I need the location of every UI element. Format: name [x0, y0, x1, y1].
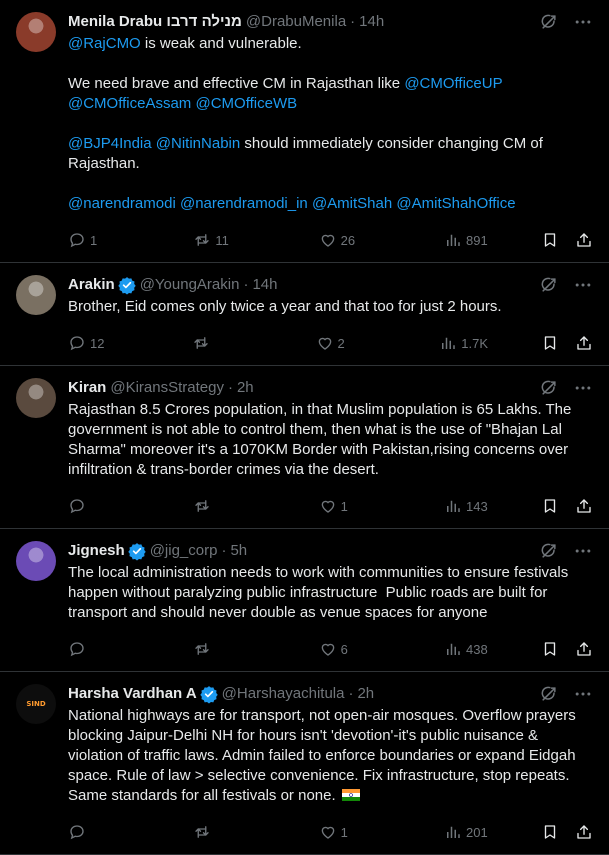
bookmark-button[interactable] [541, 231, 559, 249]
more-icon[interactable] [573, 378, 593, 398]
likes-count: 1 [340, 498, 348, 514]
share-button[interactable] [575, 231, 593, 249]
display-name[interactable]: Harsha Vardhan A [68, 685, 197, 702]
verified-badge-icon [128, 542, 146, 560]
engagement-actions [68, 497, 488, 515]
avatar-label: SIND [26, 700, 46, 708]
like-button[interactable] [316, 334, 360, 352]
views-button[interactable] [444, 497, 488, 515]
tweet-text [68, 34, 593, 214]
repost-button[interactable] [193, 231, 237, 249]
views-count: 891 [465, 232, 488, 248]
engagement-actions [68, 640, 488, 658]
tweet-header-actions [539, 684, 593, 704]
views-count: 438 [465, 641, 488, 657]
avatar-column [16, 12, 56, 262]
grok-icon[interactable] [539, 378, 559, 398]
repost-button[interactable] [193, 823, 237, 841]
tweet-header [68, 275, 593, 295]
tweet-text [68, 706, 593, 806]
text-segment: We need brave and effective CM in Rajasthan like [68, 75, 405, 92]
tweet-header [68, 378, 593, 398]
user-handle[interactable]: @KiransStrategy [110, 379, 224, 396]
views-icon [439, 334, 457, 352]
secondary-actions [541, 640, 593, 658]
views-button[interactable] [439, 334, 488, 352]
avatar-column [16, 275, 56, 365]
separator-dot: · [350, 13, 356, 30]
mention-link[interactable]: @narendramodi_in [179, 195, 308, 212]
secondary-actions [541, 334, 593, 352]
mention-link[interactable]: @narendramodi [68, 195, 176, 212]
avatar-column [16, 541, 56, 671]
text-segment: is weak and vulnerable. [140, 35, 302, 52]
tweet-body [68, 541, 593, 671]
more-icon[interactable] [573, 275, 593, 295]
likes-count: 26 [340, 232, 356, 248]
text-segment: Rajasthan 8.5 Crores population, in that Muslim population is 65 Lakhs. The government is not able to control them, then what is the use of "Bhajan Lal Sharma" moreover it's a 1070KM Border with Pakistan,rising concerns over infiltration & trans-border crimes via the desert. [68, 401, 576, 478]
reply-icon [68, 231, 86, 249]
india-flag-icon [342, 787, 360, 799]
views-count: 1.7K [461, 335, 488, 351]
tweet-actions [68, 490, 593, 522]
likes-count: 6 [340, 641, 348, 657]
views-button[interactable] [444, 231, 488, 249]
more-icon[interactable] [573, 12, 593, 32]
tweet-text [68, 400, 593, 480]
reply-button[interactable] [68, 823, 112, 841]
grok-icon[interactable] [539, 684, 559, 704]
more-icon[interactable] [573, 684, 593, 704]
views-count: 143 [465, 498, 488, 514]
avatar[interactable] [16, 275, 56, 315]
display-name[interactable]: Arakin [68, 276, 115, 293]
secondary-actions [541, 497, 593, 515]
tweet[interactable] [0, 263, 609, 366]
secondary-actions [541, 231, 593, 249]
tweet-header-actions [539, 378, 593, 398]
views-icon [444, 640, 462, 658]
mention-link[interactable]: @CMOfficeAssam [68, 95, 192, 112]
tweet-actions [68, 224, 593, 256]
like-icon [316, 334, 334, 352]
mention-link[interactable]: @BJP4India [68, 135, 152, 152]
engagement-actions [68, 231, 488, 249]
display-name[interactable]: Kiran [68, 379, 107, 396]
separator-dot: · [221, 542, 227, 559]
repost-icon [192, 334, 210, 352]
repost-button[interactable] [192, 334, 236, 352]
repost-button[interactable] [193, 640, 237, 658]
mention-link[interactable]: @AmitShah [311, 195, 393, 212]
views-count: 201 [465, 824, 488, 840]
share-button[interactable] [575, 823, 593, 841]
display-name[interactable]: Jignesh [68, 542, 125, 559]
likes-count: 2 [337, 335, 345, 351]
timestamp[interactable]: 14h [359, 13, 385, 30]
bookmark-button[interactable] [541, 497, 559, 515]
reply-button[interactable] [68, 334, 112, 352]
mention-link[interactable]: @NitinNabin [155, 135, 241, 152]
repost-icon [193, 640, 211, 658]
tweet-text [68, 563, 593, 623]
like-button[interactable] [319, 640, 363, 658]
reposts-count: 11 [215, 232, 229, 248]
tweet-actions [68, 633, 593, 665]
like-button[interactable] [319, 231, 363, 249]
timestamp[interactable]: 14h [252, 276, 278, 293]
reply-button[interactable] [68, 497, 112, 515]
avatar-column [16, 684, 56, 854]
tweet-header [68, 541, 593, 561]
more-icon[interactable] [573, 541, 593, 561]
user-handle[interactable]: @jig_corp [149, 542, 218, 559]
separator-dot: · [227, 379, 233, 396]
like-icon [319, 640, 337, 658]
replies-count: 1 [90, 232, 98, 248]
tweet[interactable] [0, 0, 609, 263]
tweet[interactable] [0, 366, 609, 529]
text-segment: The local administration needs to work with communities to ensure festivals happen without paralyzing public infrastructure Public roads are built for transport and should never double as venue spaces for anyone [68, 564, 573, 621]
mention-link[interactable]: @AmitShahOffice [396, 195, 516, 212]
avatar[interactable] [16, 541, 56, 581]
avatar[interactable] [16, 378, 56, 418]
separator-dot: · [348, 685, 354, 702]
like-icon [319, 823, 337, 841]
display-name[interactable]: Menila Drabu מנילה דרבו [68, 13, 242, 30]
mention-link[interactable]: @RajCMO [68, 35, 141, 52]
bookmark-button[interactable] [541, 823, 559, 841]
share-button[interactable] [575, 334, 593, 352]
timestamp[interactable]: 2h [236, 379, 254, 396]
share-button[interactable] [575, 640, 593, 658]
text-segment: Brother, Eid comes only twice a year and that too for just 2 hours. [68, 298, 502, 315]
secondary-actions [541, 823, 593, 841]
tweet-body [68, 378, 593, 528]
repost-icon [193, 497, 211, 515]
tweet[interactable] [0, 672, 609, 855]
tweet-header-actions [539, 541, 593, 561]
tweet[interactable] [0, 529, 609, 672]
user-handle[interactable]: @DrabuMenila [245, 13, 347, 30]
bookmark-button[interactable] [541, 640, 559, 658]
reply-icon [68, 823, 86, 841]
engagement-actions [68, 334, 488, 352]
tweet-header-actions [539, 275, 593, 295]
views-icon [444, 823, 462, 841]
reply-icon [68, 640, 86, 658]
likes-count: 1 [340, 824, 348, 840]
views-button[interactable] [444, 823, 488, 841]
repost-button[interactable] [193, 497, 237, 515]
repost-icon [193, 231, 211, 249]
share-button[interactable] [575, 497, 593, 515]
bookmark-button[interactable] [541, 334, 559, 352]
text-segment: National highways are for transport, not open-air mosques. Overflow prayers blocking Jaipur-Delhi NH for hours isn't 'devotion'-it's public nuisance & violation of traffic laws. Admin failed to enforce boundaries or expand Eidgah space. Rule of law > selective convenience. Fix infrastructure, stop repeats. Same standards for all festivals or none. [68, 707, 580, 804]
repost-icon [193, 823, 211, 841]
timestamp[interactable]: 5h [230, 542, 248, 559]
tweet-body [68, 684, 593, 854]
engagement-actions [68, 823, 488, 841]
separator-dot: · [243, 276, 249, 293]
avatar[interactable] [16, 12, 56, 52]
grok-icon[interactable] [539, 275, 559, 295]
reply-button[interactable] [68, 640, 112, 658]
tweet-actions [68, 816, 593, 848]
reply-button[interactable] [68, 231, 112, 249]
views-button[interactable] [444, 640, 488, 658]
like-button[interactable] [319, 497, 363, 515]
tweet-actions [68, 327, 593, 359]
reply-icon [68, 334, 86, 352]
replies-count: 12 [90, 335, 105, 351]
avatar-column [16, 378, 56, 528]
verified-badge-icon [118, 276, 136, 294]
reply-icon [68, 497, 86, 515]
text-segment: should immediately consider changing CM of Rajasthan. [68, 135, 548, 172]
grok-icon[interactable] [539, 541, 559, 561]
verified-badge-icon [200, 685, 218, 703]
timestamp[interactable]: 2h [357, 685, 375, 702]
tweet-header-actions [539, 12, 593, 32]
mention-link[interactable]: @CMOfficeWB [195, 95, 298, 112]
tweet-body [68, 12, 593, 262]
tweet-body [68, 275, 593, 365]
tweet-header [68, 684, 593, 704]
user-handle[interactable]: @Harshayachitula [221, 685, 345, 702]
like-icon [319, 497, 337, 515]
like-button[interactable] [319, 823, 363, 841]
avatar[interactable] [16, 684, 56, 724]
mention-link[interactable]: @CMOfficeUP [404, 75, 503, 92]
like-icon [319, 231, 337, 249]
views-icon [444, 497, 462, 515]
user-handle[interactable]: @YoungArakin [139, 276, 240, 293]
tweet-text [68, 297, 593, 317]
grok-icon[interactable] [539, 12, 559, 32]
views-icon [444, 231, 462, 249]
tweet-header [68, 12, 593, 32]
